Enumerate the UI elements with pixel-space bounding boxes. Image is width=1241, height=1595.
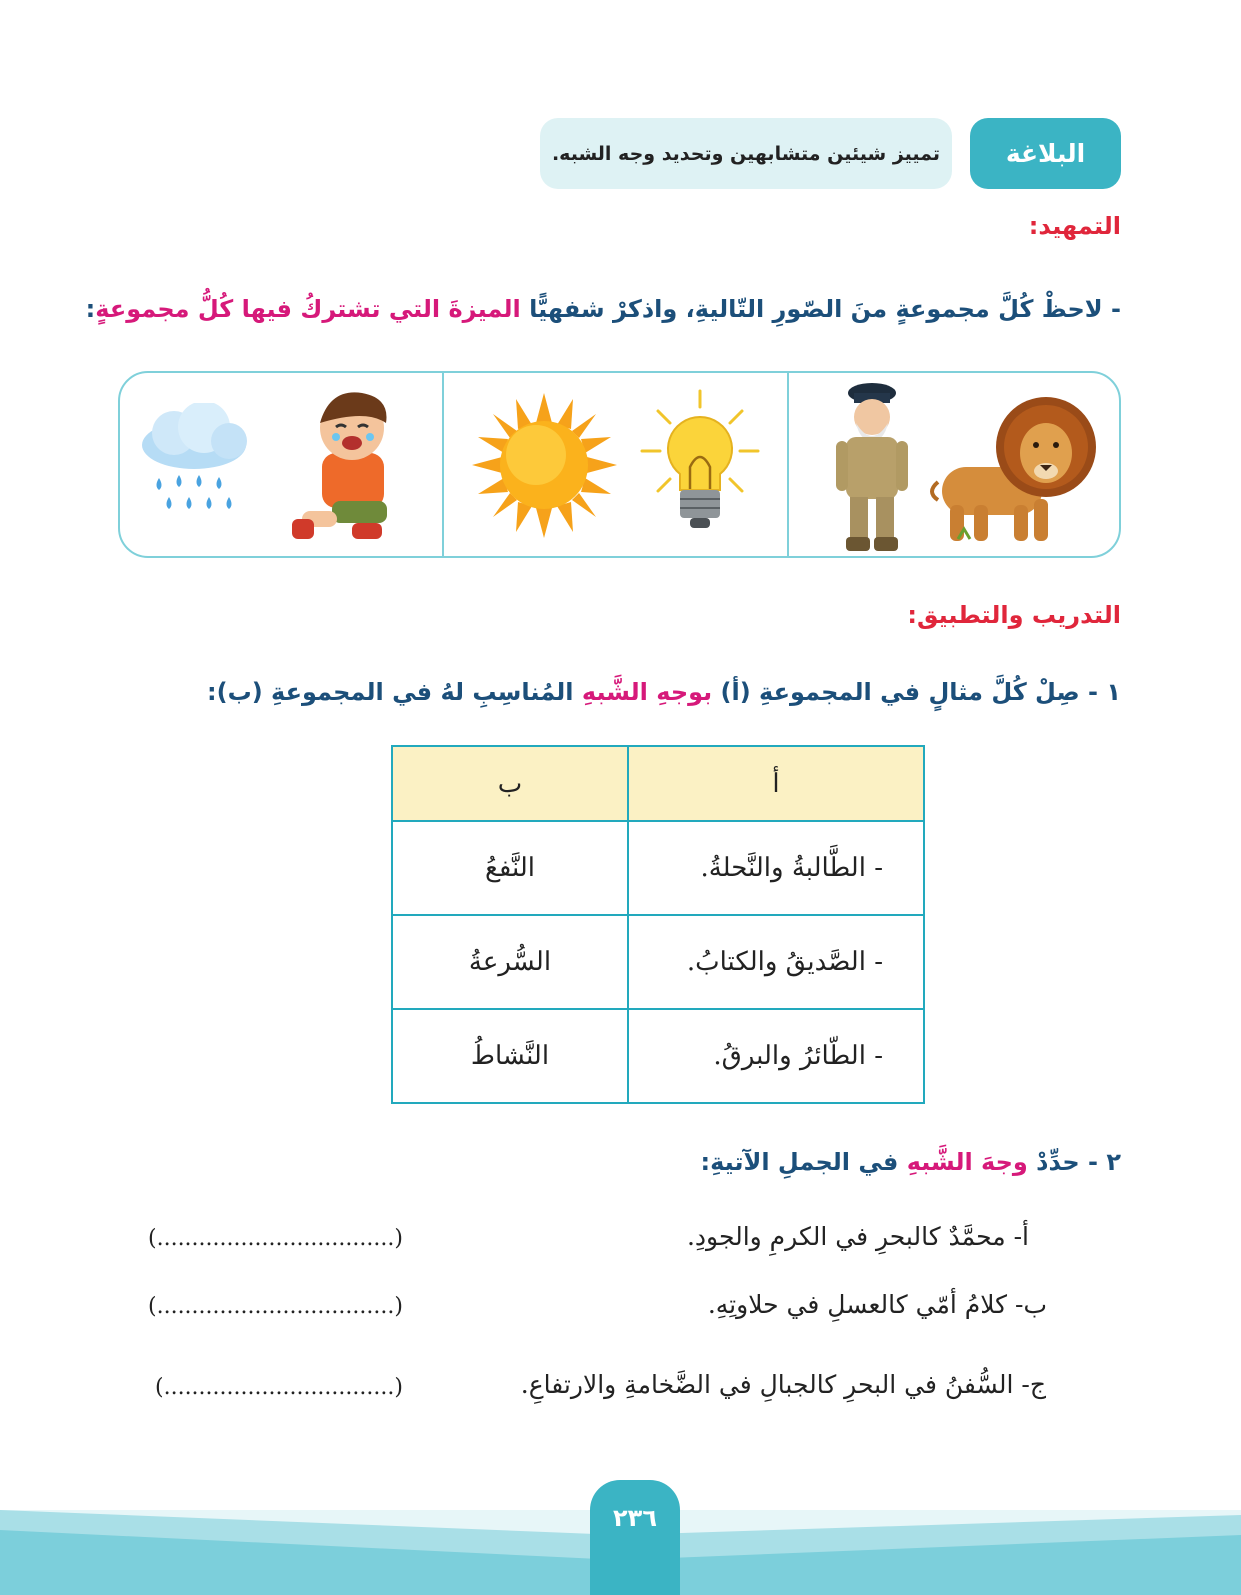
column-b-header: ب [392, 746, 628, 821]
table-header-row [392, 746, 924, 821]
question-2-prefix: حدِّدْ [1027, 1148, 1080, 1176]
sentence-label: ج- [1013, 1370, 1046, 1399]
sentence-item [708, 1290, 1047, 1319]
intro-title: التمهيد: [1028, 212, 1121, 240]
sentence-label: أ- [1005, 1222, 1029, 1251]
table-row [392, 821, 924, 915]
item-a[interactable]: - الطّائرُ والبرقُ. [628, 1009, 924, 1103]
answer-blank[interactable]: (..................................) [148, 1294, 403, 1319]
instruction-prefix: - لاحظْ كُلَّ مجموعةٍ منَ الصّورِ التّاليةِ، واذكرْ شفهيًّا [520, 295, 1121, 323]
group-divider [787, 373, 789, 556]
item-b[interactable]: السُّرعةُ [392, 915, 628, 1009]
question-2-highlight: وجهَ الشَّبهِ [906, 1148, 1028, 1176]
lesson-objective: تمييز شيئين متشابهين وتحديد وجه الشبه. [540, 118, 952, 189]
item-a[interactable]: - الصَّديقُ والكتابُ. [628, 915, 924, 1009]
answer-blank[interactable]: (.................................) [155, 1375, 403, 1400]
sun-icon [472, 393, 617, 538]
soldier-icon [832, 379, 912, 554]
light-bulb-icon [640, 389, 760, 539]
sentence-item [687, 1222, 1029, 1251]
item-b[interactable]: النَّفعُ [392, 821, 628, 915]
sentence-text: محمَّدٌ كالبحرِ في الكرمِ والجودِ. [686, 1222, 1006, 1251]
page-number: ٢٣٦ [590, 1480, 680, 1595]
question-1-number: ١ - [1079, 678, 1121, 706]
question-2-suffix: في الجملِ الآتيةِ: [700, 1148, 907, 1176]
question-1-highlight: بوجهِ الشَّبهِ [581, 678, 713, 706]
group-divider [442, 373, 444, 556]
instruction-suffix: : [85, 295, 96, 323]
sentence-item [521, 1370, 1046, 1399]
practice-title: التدريب والتطبيق: [907, 601, 1121, 629]
intro-instruction [86, 295, 1121, 323]
image-groups-panel [118, 371, 1121, 558]
matching-table [391, 745, 925, 1104]
lesson-badge: البلاغة [970, 118, 1121, 189]
lion-icon [928, 387, 1098, 547]
sentence-label: ب- [1007, 1290, 1047, 1319]
question-2 [701, 1148, 1121, 1176]
rain-cloud-icon [134, 403, 254, 523]
question-1-prefix: صِلْ كُلَّ مثالٍ في المجموعةِ (أ) [712, 678, 1080, 706]
table-row [392, 915, 924, 1009]
item-a[interactable]: - الطَّالبةُ والنَّحلةُ. [628, 821, 924, 915]
question-2-number: ٢ - [1079, 1148, 1121, 1176]
instruction-highlight: الميزةَ التي تشتركُ فيها كُلُّ مجموعةٍ [95, 295, 521, 323]
item-b[interactable]: النَّشاطُ [392, 1009, 628, 1103]
answer-blank[interactable]: (..................................) [148, 1226, 403, 1251]
question-1-suffix: المُناسِبِ لهُ في المجموعةِ (ب): [207, 678, 582, 706]
column-a-header: أ [628, 746, 924, 821]
sentence-text: كلامُ أمّي كالعسلِ في حلاوتِهِ. [707, 1290, 1008, 1319]
crying-child-icon [292, 383, 412, 548]
sentence-text: السُّفنُ في البحرِ كالجبالِ في الضَّخامةِ والارتفاعِ. [520, 1370, 1014, 1399]
question-1 [207, 678, 1121, 706]
table-row [392, 1009, 924, 1103]
